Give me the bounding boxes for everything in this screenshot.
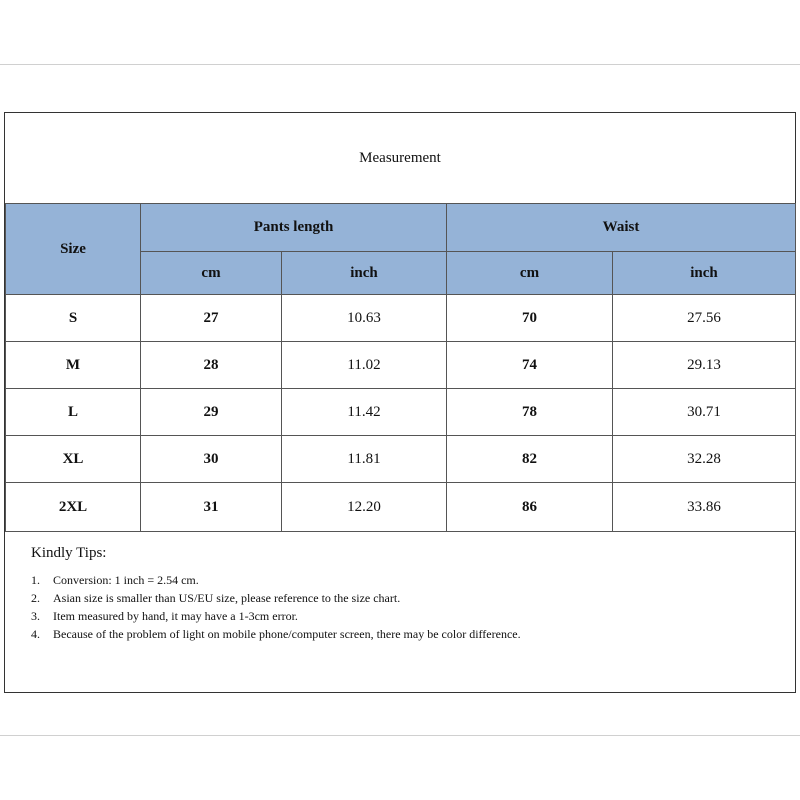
tip-text: Because of the problem of light on mobile phone/computer screen, there may be color difference. [53,627,521,641]
table-header-row [6,204,796,252]
size-cell: XL [6,436,141,483]
table-row [6,483,796,532]
chart-title: Measurement [359,149,441,166]
waist-cm-cell: 82 [447,436,613,483]
table-row [6,342,796,389]
pants-cm-cell: 28 [141,342,282,389]
tip-number: 3. [31,609,40,623]
waist-inch-cell: 32.28 [613,436,796,483]
pants-cm-cell: 31 [141,483,282,532]
size-cell: L [6,389,141,436]
pants-cm-header: cm [141,252,282,295]
pants-cm-cell: 30 [141,436,282,483]
size-table [5,203,796,532]
table-row [6,295,796,342]
size-chart-sheet [4,112,796,693]
tips-title: Kindly Tips: [31,545,107,561]
waist-inch-cell: 30.71 [613,389,796,436]
waist-inch-cell: 27.56 [613,295,796,342]
list-item [31,589,591,607]
list-item [31,607,591,625]
pants-inch-cell: 11.02 [282,342,447,389]
waist-cm-cell: 74 [447,342,613,389]
pants-inch-cell: 11.81 [282,436,447,483]
tips-list [31,571,591,643]
tip-text: Asian size is smaller than US/EU size, please reference to the size chart. [53,591,401,605]
size-cell: S [6,295,141,342]
pants-cm-cell: 29 [141,389,282,436]
pants-inch-cell: 10.63 [282,295,447,342]
list-item [31,571,591,589]
table-row [6,436,796,483]
waist-cm-cell: 70 [447,295,613,342]
tip-number: 1. [31,573,40,587]
waist-inch-cell: 29.13 [613,342,796,389]
waist-cm-cell: 86 [447,483,613,532]
list-item [31,625,591,643]
waist-inch-header: inch [613,252,796,295]
tip-number: 2. [31,591,40,605]
pants-cm-cell: 27 [141,295,282,342]
size-cell: M [6,342,141,389]
waist-cm-header: cm [447,252,613,295]
waist-inch-cell: 33.86 [613,483,796,532]
bottom-divider [0,735,800,736]
tip-text: Conversion: 1 inch = 2.54 cm. [53,573,199,587]
waist-header: Waist [447,204,796,252]
table-row [6,389,796,436]
tip-text: Item measured by hand, it may have a 1-3cm error. [53,609,298,623]
kindly-tips-section [5,531,795,692]
pants-inch-cell: 11.42 [282,389,447,436]
top-divider [0,64,800,65]
pants-inch-cell: 12.20 [282,483,447,532]
size-header: Size [6,204,141,295]
tip-number: 4. [31,627,40,641]
size-cell: 2XL [6,483,141,532]
waist-cm-cell: 78 [447,389,613,436]
pants-inch-header: inch [282,252,447,295]
pants-length-header: Pants length [141,204,447,252]
